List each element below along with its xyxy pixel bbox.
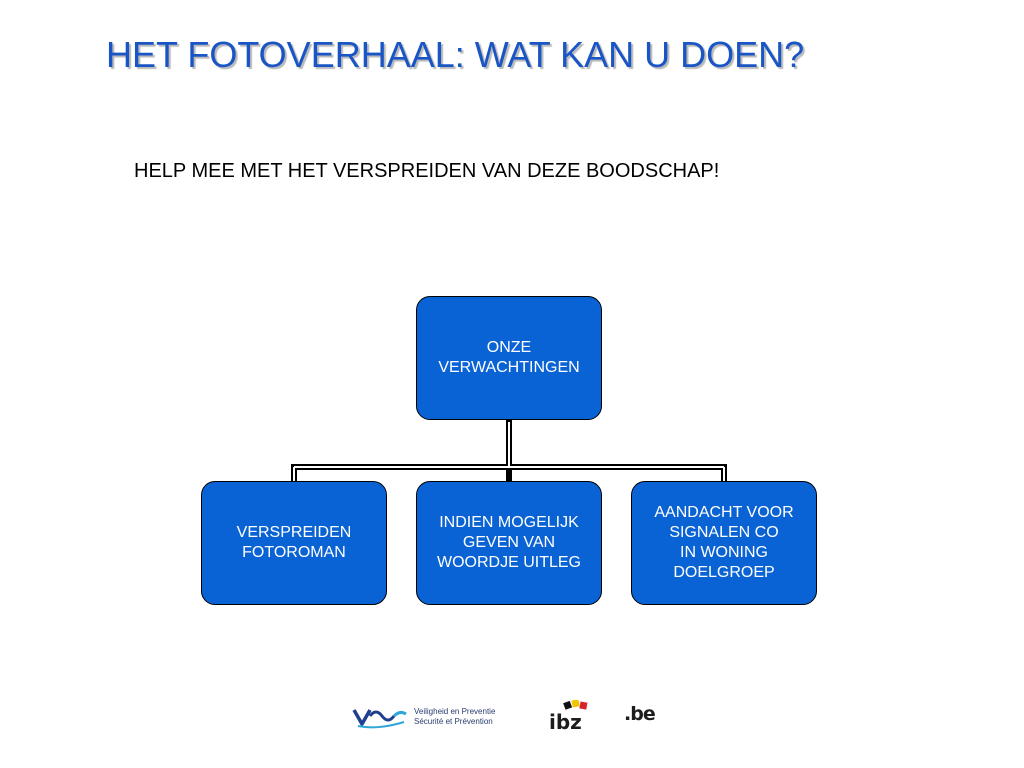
ibz-logo	[548, 700, 596, 734]
be-logo-text: .be	[624, 703, 655, 725]
org-node-child-1-label: VERSPREIDEN FOTOROMAN	[236, 524, 352, 561]
org-node-child-2-label: INDIEN MOGELIJK GEVEN VAN WOORDJE UITLEG	[436, 514, 581, 571]
ibz-logo-text: ibz	[549, 710, 582, 734]
vep-logo-mark-icon	[352, 704, 410, 730]
org-node-child-1	[201, 481, 387, 605]
org-node-child-3	[631, 481, 817, 605]
org-node-child-3-label: AANDACHT VOOR SIGNALEN CO IN WONING DOELGROEP	[654, 504, 794, 581]
vep-logo-line-1: Veiligheid en Preventie	[414, 707, 496, 716]
org-node-root-label: ONZE VERWACHTINGEN	[438, 339, 580, 376]
slide-title: HET FOTOVERHAAL: WAT KAN U DOEN?	[106, 34, 805, 75]
vep-logo	[352, 704, 495, 730]
org-node-child-2	[416, 481, 602, 605]
vep-logo-line-2: Sécurité et Prévention	[414, 717, 493, 726]
slide-subtitle: HELP MEE MET HET VERSPREIDEN VAN DEZE BOODSCHAP!	[134, 160, 720, 182]
be-logo	[624, 703, 655, 725]
org-node-root	[416, 296, 602, 420]
